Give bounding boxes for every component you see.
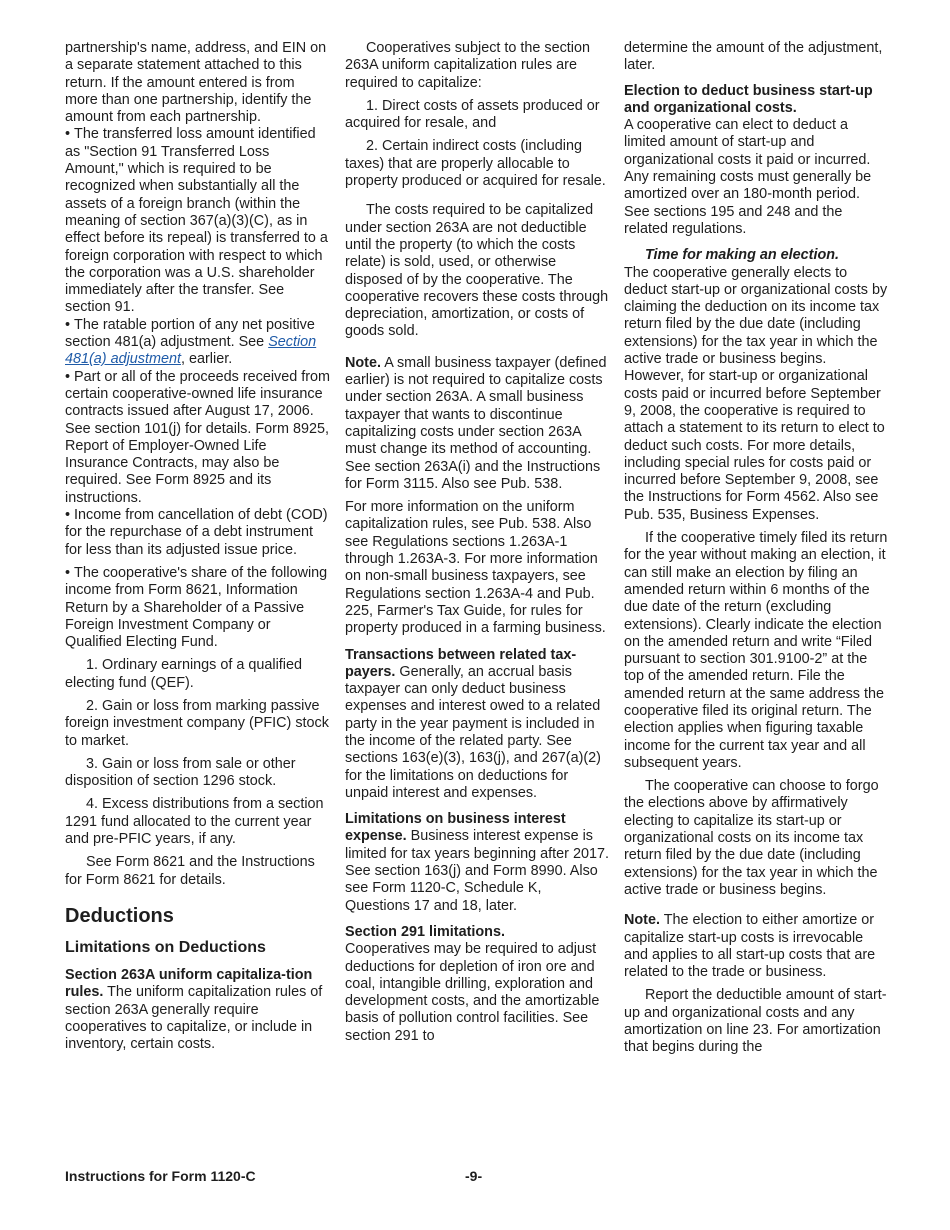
note-text: The election to either amortize or capitalize start-up costs is irrevocable and applies to all start-up costs that are related to the trade or business. bbox=[624, 912, 876, 981]
note-label: Note. bbox=[345, 354, 381, 371]
subheading-limitations: Limitations on Deductions bbox=[65, 938, 266, 956]
paragraph-timely-filed: If the cooperative timely filed its return for the year without making an election, it can still make an election by filing an amended return within 6 months of the due date of the return (excluding extensions). Clearly indicate the election on the amended return and write “Filed pursuant to section 301.9100-2” at the top of the amended return. File the amended return at the same address the cooperative filed its original return. The election applies when figuring taxable income for the current tax year and all subsequent years. bbox=[624, 530, 888, 771]
paragraph-note bbox=[624, 912, 889, 981]
heading-time-election: Time for making an election. bbox=[645, 247, 840, 264]
paragraph-election: A cooperative can elect to deduct a limited amount of start-up and organizational costs it paid or incurred. Any remaining costs must generally be amortized over an 180-month period. See sections 195 and 248 and the related regulations. bbox=[624, 117, 872, 237]
paragraph-more-info: For more information on the uniform capitalization rules, see Pub. 538. Also see Regulations sections 1.263A-1 through 1.263A-3. For more information on non-small business taxpayers, see Regulations section 1.263A-4 and Pub. 225, Farmer's Tax Guide, for rules for property produced in a farming business. bbox=[345, 499, 606, 637]
text-263a: The uniform capitalization rules of section 263A generally require cooperatives to capitalize, or include in inventory, certain costs. bbox=[65, 984, 323, 1053]
footer-form-title: Instructions for Form 1120-C bbox=[65, 1168, 256, 1184]
bullet-transferred-loss: • The transferred loss amount identified as "Section 91 Transferred Loss Amount," which is required to be recognized when substantially all the assets of a foreign branch (within the meaning of section 367(a)(3)(C), as in effect before its repeal) is transferred to a foreign corporation with respect to which the corporation was a U.S. shareholder immediately after the transfer. See section 91. bbox=[65, 126, 330, 316]
paragraph-291: Cooperatives may be required to adjust deductions for depletion of iron ore and coal, intangible drilling, exploration and development costs, and the amortizable basis of pollution control facilities. See section 291 to bbox=[345, 941, 600, 1044]
numbered-item-4: 4. Excess distributions from a section 1291 fund allocated to the current year and pre-PFIC years, if any. bbox=[65, 796, 324, 848]
paragraph-determine: determine the amount of the adjustment, later. bbox=[624, 40, 883, 74]
footer-page-number: -9- bbox=[465, 1168, 483, 1184]
heading-interest: Limitations on business interest expense. bbox=[345, 811, 566, 845]
paragraph-interest bbox=[345, 811, 610, 915]
paragraph-subject: Cooperatives subject to the section 263A uniform capitalization rules are required to capitalize: bbox=[345, 40, 590, 91]
heading-291: Section 291 limitations. bbox=[345, 923, 505, 940]
paragraph-263a bbox=[65, 967, 330, 1053]
bullet-life-insurance: • Part or all of the proceeds received from certain cooperative-owned life insurance contracts issued after August 17, 2006. See section 101(j) for details. Form 8925, Report of Employer-Owned Life Insurance Contracts, may also be required. See Form 8925 and its instructions. bbox=[65, 369, 330, 507]
bullet-ratable-portion bbox=[65, 317, 330, 369]
section-481a-link[interactable]: Section 481(a) adjustment bbox=[65, 334, 317, 368]
numbered-item-2: 2. Certain indirect costs (including taxes) that are properly allocable to property produced or acquired for resale. bbox=[345, 138, 606, 190]
paragraph-forgo: The cooperative can choose to forgo the elections above by affirmatively electing to capitalize its start-up or organizational costs on its income tax return filed by the due date (including extensions) for the tax year in which the active trade or business begins. bbox=[624, 778, 879, 898]
heading-election: Election to deduct business start-up and organizational costs. bbox=[624, 82, 873, 116]
column-2 bbox=[345, 40, 610, 1045]
heading-related: Transactions between related tax-payers. bbox=[345, 646, 577, 680]
numbered-item-1: 1. Direct costs of assets produced or acquired for resale, and bbox=[345, 97, 600, 132]
paragraph-costs: The costs required to be capitalized under section 263A are not deductible until the property (to which the costs relate) is sold, used, or otherwise disposed of by the cooperative. The cooperative recovers these costs through depreciation, amortization, or costs of goods sold. bbox=[345, 202, 609, 340]
bullet-form-8621-share: • The cooperative's share of the following income from Form 8621, Information Return by a Shareholder of a Passive Foreign Investment Company or Qualified Electing Fund. bbox=[65, 565, 330, 651]
text-related: Generally, an accrual basis taxpayer can only deduct business expenses and interest owed to a related party in the year payment is included in the income of the related party. See sections 163(e)(3), 163(j), and 267(a)(2) for the limitations on deductions for unpaid interest and expenses. bbox=[345, 663, 601, 801]
paragraph-see-8621: See Form 8621 and the Instructions for Form 8621 for details. bbox=[65, 854, 315, 888]
paragraph-report: Report the deductible amount of start-up and organizational costs and any amortization on line 23. For amortization that begins during the bbox=[624, 987, 887, 1056]
numbered-item-3: 3. Gain or loss from sale or other disposition of section 1296 stock. bbox=[65, 755, 296, 790]
column-1 bbox=[65, 40, 330, 1053]
paragraph-partnership: partnership's name, address, and EIN on a separate statement attached to this return. If the amount entered is from more than one partnership, identify the amount from each partnership. bbox=[65, 40, 327, 126]
ratable-text: The ratable portion of any net positive section 481(a) adjustment. See bbox=[65, 316, 315, 351]
note-text: A small business taxpayer (defined earlier) is not required to capitalize costs under section 263A. A small business taxpayer that wants to discontinue capitalizing costs under section 263A must change its method of accounting. See section 263A(i) and the Instructions for Form 3115. Also see Pub. 538. bbox=[345, 354, 607, 492]
paragraph-related bbox=[345, 647, 610, 803]
heading-263a: Section 263A uniform capitaliza-tion rules. bbox=[65, 966, 313, 1001]
note-label: Note. bbox=[624, 912, 660, 929]
ratable-end-text: , earlier. bbox=[181, 351, 233, 368]
bullet-cod: • Income from cancellation of debt (COD) for the repurchase of a debt instrument for less than its adjusted issue price. bbox=[65, 507, 330, 559]
paragraph-note bbox=[345, 355, 610, 493]
numbered-item-2: 2. Gain or loss from marking passive foreign investment company (PFIC) stock to market. bbox=[65, 697, 329, 749]
text-interest: Business interest expense is limited for tax years beginning after 2017. See section 163(j) and Form 8990. Also see Form 1120-C, Schedule K, Questions 17 and 18, later. bbox=[345, 828, 609, 914]
column-3 bbox=[624, 40, 889, 1057]
section-heading-deductions: Deductions bbox=[65, 904, 174, 927]
numbered-item-1: 1. Ordinary earnings of a qualified electing fund (QEF). bbox=[65, 657, 302, 691]
paragraph-time-election: The cooperative generally elects to deduct start-up or organizational costs by claiming the deduction on its income tax return filed by the due date (including extensions) for the tax year in which the active trade or business begins. However, for start-up or organizational costs paid or incurred before September 9, 2008, the cooperative is required to attach a statement to its return to elect to deduct such costs. For more details, including special rules for costs paid or incurred before September 9, 2008, see the Instructions for Form 4562. Also see Pub. 535, Business Expenses. bbox=[624, 264, 888, 523]
